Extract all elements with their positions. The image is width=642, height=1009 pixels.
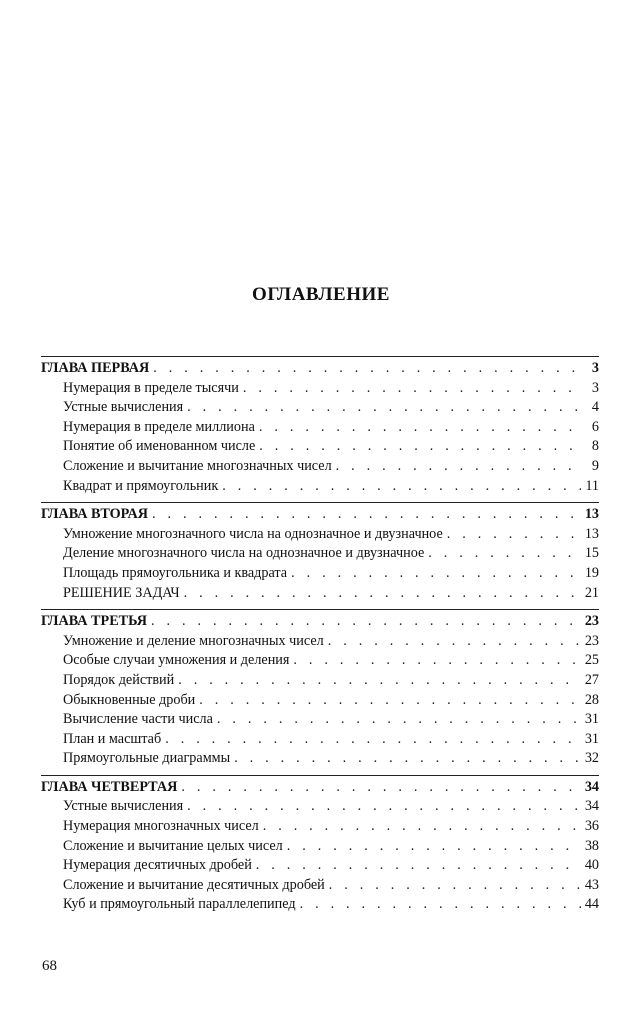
dot-leader: [187, 398, 581, 418]
dot-leader: [234, 749, 581, 769]
entry-page: 38: [584, 837, 599, 854]
toc-entry[interactable]: [41, 632, 599, 652]
entry-page: 32: [584, 750, 599, 767]
entry-label: Нумерация многозначных чисел: [63, 818, 259, 835]
entry-page: 25: [584, 652, 599, 669]
entry-label: Площадь прямоугольника и квадрата: [63, 564, 288, 581]
page-title: ОГЛАВЛЕНИЕ: [252, 284, 390, 305]
chapter-title: ГЛАВА ПЕРВАЯ: [41, 360, 150, 376]
entry-page: 40: [584, 857, 599, 874]
entry-page: 3: [591, 379, 599, 396]
dot-leader: [300, 895, 581, 915]
toc-entry[interactable]: [41, 564, 599, 584]
chapter-page: 34: [584, 778, 599, 795]
chapter-2: [41, 502, 599, 603]
toc-entry[interactable]: [41, 837, 599, 857]
toc-entry[interactable]: [41, 525, 599, 545]
entry-label: Нумерация десятичных дробей: [63, 857, 252, 874]
entry-label: Квадрат и прямоугольник: [63, 477, 219, 494]
toc-chapter-heading[interactable]: [41, 359, 599, 379]
toc-entry[interactable]: [41, 477, 599, 497]
entry-page: 44: [584, 896, 599, 913]
toc-entry[interactable]: [41, 876, 599, 896]
dot-leader: [287, 837, 581, 857]
dot-leader: [178, 671, 581, 691]
dot-leader: [217, 710, 581, 730]
dot-leader: [447, 525, 581, 545]
entry-label: Прямоугольные диаграммы: [63, 750, 231, 767]
toc-entry[interactable]: [41, 856, 599, 876]
dot-leader: [152, 505, 581, 525]
entry-label: Устные вычисления: [63, 399, 184, 416]
entry-label: Деление многозначного числа на однозначное и двузначное: [63, 545, 425, 562]
entry-label: Умножение и деление многозначных чисел: [63, 632, 324, 649]
dot-leader: [187, 797, 581, 817]
entry-page: 23: [584, 632, 599, 649]
entry-page: 15: [584, 545, 599, 562]
entry-page: 34: [584, 798, 599, 815]
entry-label: Сложение и вычитание целых чисел: [63, 837, 283, 854]
entry-page: 4: [591, 399, 599, 416]
toc-entry[interactable]: [41, 379, 599, 399]
entry-label: Куб и прямоугольный параллелепипед: [63, 896, 296, 913]
entry-label: План и масштаб: [63, 730, 162, 747]
entry-label: Устные вычисления: [63, 798, 184, 815]
toc-entry[interactable]: [41, 544, 599, 564]
toc-entry[interactable]: [41, 398, 599, 418]
dot-leader: [328, 632, 581, 652]
entry-label: Нумерация в пределе миллиона: [63, 418, 255, 435]
chapter-3: [41, 609, 599, 769]
dot-leader: [293, 651, 580, 671]
dot-leader: [263, 817, 581, 837]
toc-chapter-heading[interactable]: [41, 505, 599, 525]
dot-leader: [329, 876, 581, 896]
entry-page: 11: [585, 477, 599, 494]
toc-entry[interactable]: [41, 817, 599, 837]
dot-leader: [259, 418, 581, 438]
toc-entry[interactable]: [41, 691, 599, 711]
chapter-page: 23: [584, 613, 599, 630]
entry-page: 28: [584, 691, 599, 708]
page-number: 68: [42, 958, 57, 974]
toc-entry[interactable]: [41, 584, 599, 604]
chapter-divider: [41, 502, 599, 503]
chapter-title: ГЛАВА ЧЕТВЕРТАЯ: [41, 778, 178, 795]
entry-label: РЕШЕНИЕ ЗАДАЧ: [63, 584, 180, 601]
toc-entry[interactable]: [41, 730, 599, 750]
dot-leader: [256, 856, 581, 876]
dot-leader: [153, 359, 581, 379]
entry-page: 13: [584, 525, 599, 542]
dot-leader: [184, 584, 581, 604]
entry-label: Особые случаи умножения и деления: [63, 652, 290, 669]
entry-page: 27: [584, 671, 599, 688]
toc-entry[interactable]: [41, 749, 599, 769]
entry-page: 9: [591, 457, 599, 474]
entry-label: Порядок действий: [63, 671, 175, 688]
entry-label: Вычисление части числа: [63, 711, 213, 728]
dot-leader: [199, 691, 581, 711]
chapter-page: 13: [584, 506, 599, 523]
dot-leader: [151, 612, 581, 632]
toc-entry[interactable]: [41, 437, 599, 457]
entry-page: 31: [584, 730, 599, 747]
entry-page: 21: [584, 584, 599, 601]
toc-entry[interactable]: [41, 797, 599, 817]
dot-leader: [243, 379, 581, 399]
entry-page: 31: [584, 711, 599, 728]
dot-leader: [165, 730, 581, 750]
chapter-1: [41, 356, 599, 496]
entry-page: 19: [584, 564, 599, 581]
dot-leader: [291, 564, 581, 584]
entry-label: Сложение и вычитание многозначных чисел: [63, 457, 332, 474]
toc-entry[interactable]: [41, 457, 599, 477]
entry-label: Обыкновенные дроби: [63, 691, 196, 708]
chapter-title: ГЛАВА ВТОРАЯ: [41, 506, 148, 523]
chapter-page: 3: [591, 360, 599, 376]
entry-label: Сложение и вычитание десятичных дробей: [63, 876, 325, 893]
chapter-title: ГЛАВА ТРЕТЬЯ: [41, 613, 147, 630]
toc-chapter-heading[interactable]: [41, 612, 599, 632]
dot-leader: [181, 778, 580, 798]
chapter-divider: [41, 356, 599, 357]
entry-label: Умножение многозначного числа на однозначное и двузначное: [63, 525, 443, 542]
toc-entry[interactable]: [41, 671, 599, 691]
dot-leader: [336, 457, 581, 477]
entry-page: 8: [591, 438, 599, 455]
chapter-divider: [41, 775, 599, 776]
table-of-contents: [41, 356, 599, 921]
entry-page: 6: [591, 418, 599, 435]
toc-entry[interactable]: [41, 418, 599, 438]
chapter-divider: [41, 609, 599, 610]
chapter-4: [41, 775, 599, 915]
toc-chapter-heading[interactable]: [41, 778, 599, 798]
entry-page: 43: [584, 876, 599, 893]
toc-entry[interactable]: [41, 651, 599, 671]
toc-entry[interactable]: [41, 710, 599, 730]
entry-label: Понятие об именованном числе: [63, 438, 256, 455]
dot-leader: [222, 477, 581, 497]
dot-leader: [259, 437, 581, 457]
toc-entry[interactable]: [41, 895, 599, 915]
dot-leader: [428, 544, 581, 564]
entry-page: 36: [584, 818, 599, 835]
entry-label: Нумерация в пределе тысячи: [63, 379, 239, 396]
